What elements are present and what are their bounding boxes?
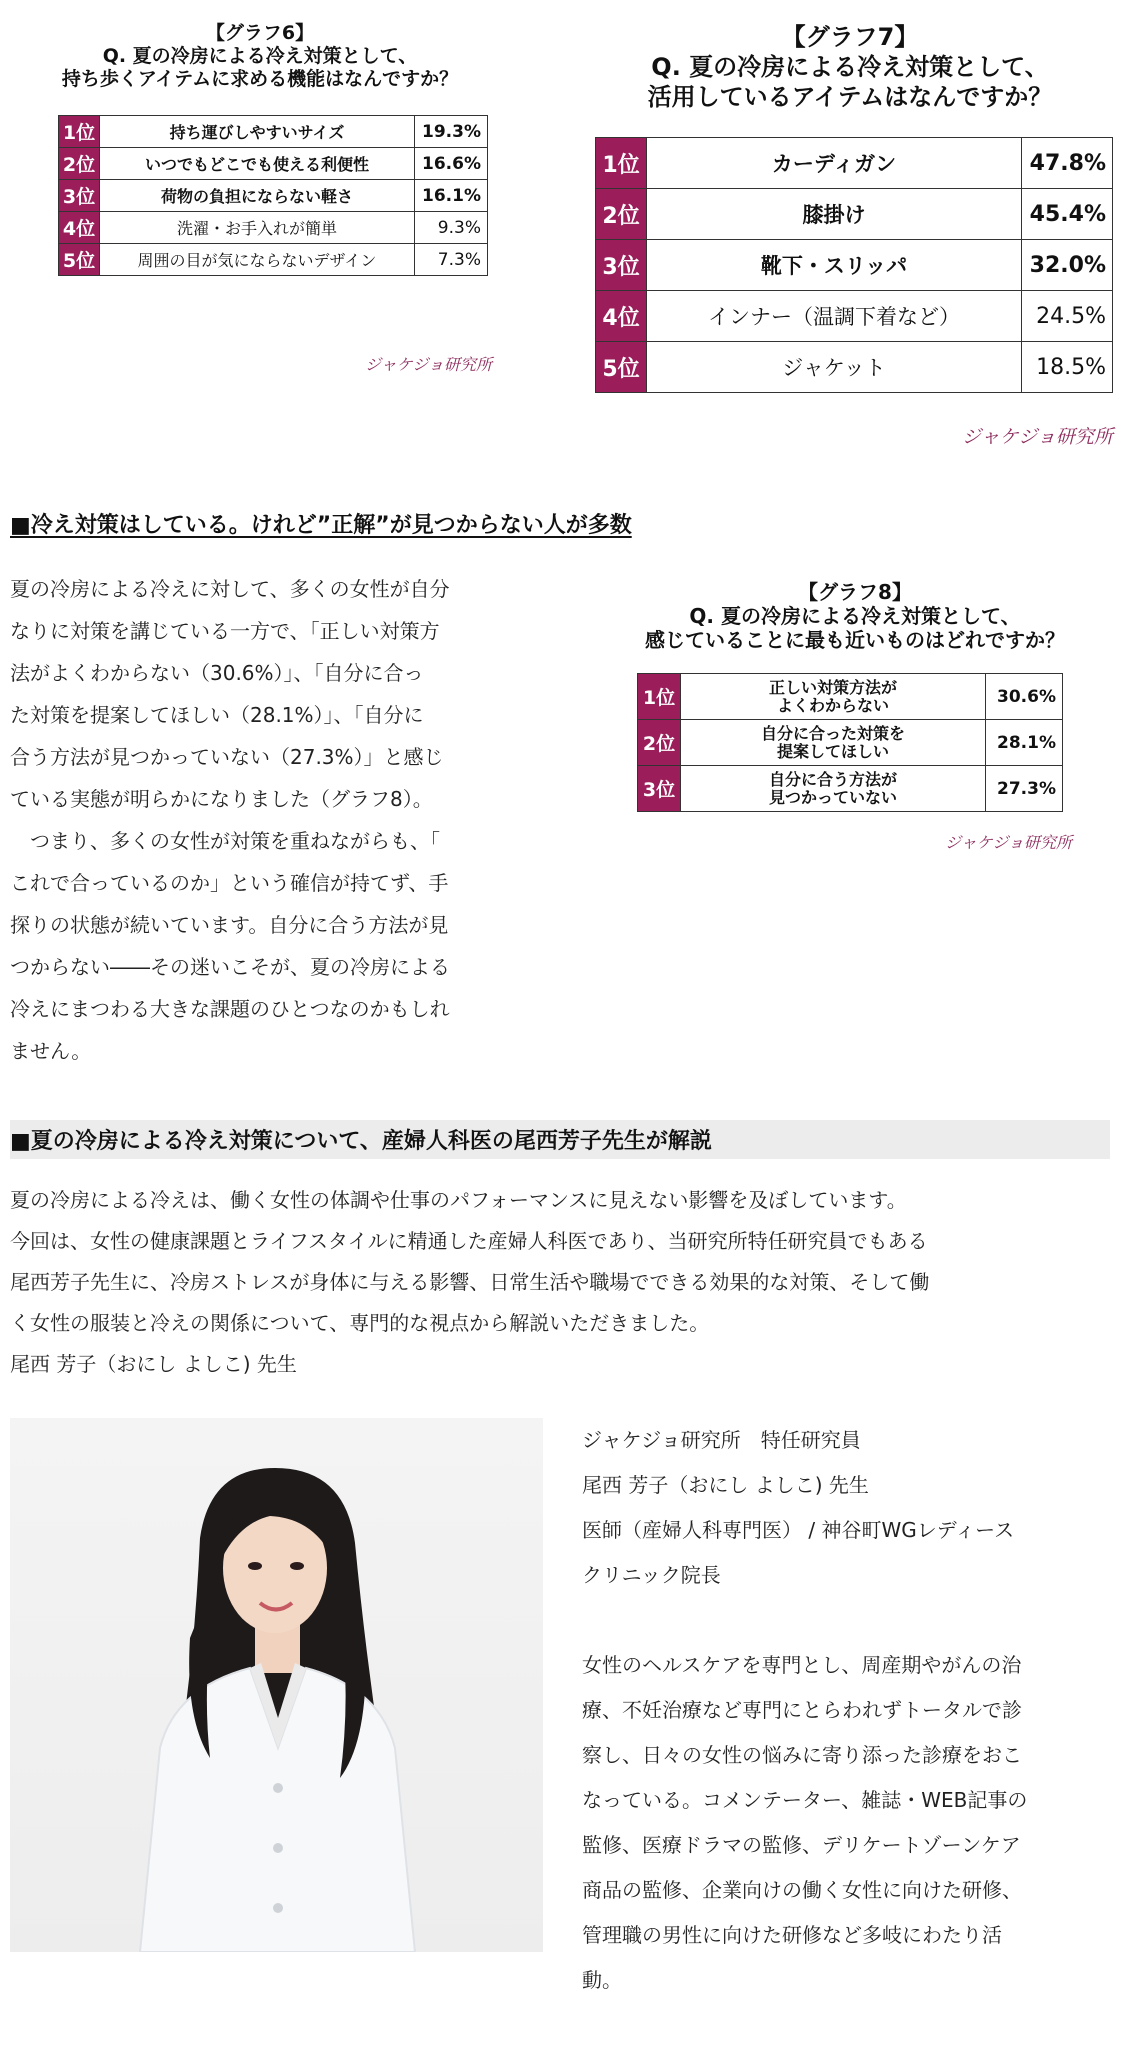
graph6-ranking (30, 22, 493, 374)
item-cell: カーディガン (647, 138, 1022, 189)
percent-cell: 19.3% (415, 116, 488, 148)
graph7-question-line1: Q. 夏の冷房による冷え対策として、 (651, 53, 1049, 81)
paragraph-line: 尾西芳子先生に、冷房ストレスが身体に与える影響、日常生活や職場でできる効果的な対策、そして働 (10, 1270, 930, 1294)
table-row (596, 138, 1113, 189)
paragraph-line: く女性の服装と冷えの関係について、専門的な視点から解説いただきました。 (10, 1311, 710, 1335)
table-row (638, 674, 1063, 720)
graph8-label: 【グラフ8】 (798, 580, 912, 604)
bio-position-line1: 医師（産婦人科専門医） / 神谷町WGレディース (582, 1518, 1015, 1542)
graph7-ranking (580, 22, 1120, 448)
bio-position-line2: クリニック院長 (582, 1563, 721, 1587)
table-row (596, 342, 1113, 393)
paragraph-line: 今回は、女性の健康課題とライフスタイルに精通した産婦人科医であり、当研究所特任研究員でもある (10, 1229, 928, 1253)
jakejo-logo (962, 422, 1113, 449)
item-cell: いつでもどこでも使える利便性 (100, 148, 415, 180)
paragraph-line: 探りの状態が続いています。自分に合う方法が見 (10, 913, 449, 937)
rank-cell: 2位 (596, 189, 647, 240)
rank-cell: 1位 (59, 116, 100, 148)
paragraph-line: これで合っているのか」という確信が持てず、手 (10, 871, 449, 895)
graph6-question-line1: Q. 夏の冷房による冷え対策として、 (102, 45, 418, 67)
percent-cell: 24.5% (1022, 291, 1113, 342)
bio-line: 察し、日々の女性の悩みに寄り添った診療をおこ (582, 1743, 1022, 1767)
graph8-ranking (595, 580, 1115, 852)
table-row (638, 766, 1063, 812)
jakejo-logo (945, 830, 1072, 853)
paragraph-line: 夏の冷房による冷えに対して、多くの女性が自分 (10, 577, 450, 601)
rank-cell: 5位 (596, 342, 647, 393)
bio-line: なっている。コメンテーター、雑誌・WEB記事の (582, 1788, 1028, 1812)
item-cell: 持ち運びしやすいサイズ (100, 116, 415, 148)
graph8-table (637, 673, 1063, 812)
table-row (596, 240, 1113, 291)
rank-cell: 2位 (638, 720, 681, 766)
bio-line: 療、不妊治療など専門にとらわれずトータルで診 (582, 1698, 1022, 1722)
percent-cell: 18.5% (1022, 342, 1113, 393)
item-line: 自分に合う方法が (768, 769, 897, 789)
item-line: 見つかっていない (768, 787, 897, 807)
rank-cell: 2位 (59, 148, 100, 180)
item-line: 提案してほしい (776, 741, 889, 761)
jakejo-logo (365, 352, 492, 375)
graph7-table (595, 137, 1113, 393)
doctor-portrait-illustration (10, 1418, 543, 1952)
paragraph-line: 冷えにまつわる大きな課題のひとつなのかもしれ (10, 997, 450, 1021)
percent-cell: 16.1% (415, 180, 488, 212)
item-cell: 周囲の目が気にならないデザイン (100, 244, 415, 276)
table-row (638, 720, 1063, 766)
table-row (59, 212, 488, 244)
section1-heading: ■冷え対策はしている。けれど”正解”が見つからない人が多数 (10, 513, 632, 538)
percent-cell: 27.3% (986, 766, 1063, 812)
table-row (59, 148, 488, 180)
item-cell: ジャケット (647, 342, 1022, 393)
bio-line: 女性のヘルスケアを専門とし、周産期やがんの治 (582, 1653, 1022, 1677)
logo-text: ジャケジョ研究所 (962, 426, 1113, 448)
paragraph-line: なりに対策を講じている一方で、「正しい対策方 (10, 619, 440, 643)
graph8-question-line1: Q. 夏の冷房による冷え対策として、 (689, 604, 1021, 628)
bio-line: 動。 (582, 1968, 622, 1992)
paragraph-line: ません。 (10, 1039, 92, 1063)
graph7-question-line2: 活用しているアイテムはなんですか？ (647, 83, 1053, 111)
logo-text: ジャケジョ研究所 (365, 355, 493, 374)
bio-line: 監修、医療ドラマの監修、デリケートゾーンケア (582, 1833, 1021, 1857)
paragraph-line: つからない――その迷いこそが、夏の冷房による (10, 955, 450, 979)
doctor-photo (10, 1418, 543, 1952)
paragraph-line: 夏の冷房による冷えは、働く女性の体調や仕事のパフォーマンスに見えない影響を及ぼしています。 (10, 1188, 907, 1212)
section2-heading: ■夏の冷房による冷え対策について、産婦人科医の尾西芳子先生が解説 (10, 1120, 1110, 1159)
percent-cell: 9.3% (415, 212, 488, 244)
paragraph-line: た対策を提案してほしい（28.1%）」、「自分に (10, 703, 424, 727)
paragraph-line: 合う方法が見つかっていない（27.3%）」と感じ (10, 745, 444, 769)
rank-cell: 3位 (59, 180, 100, 212)
rank-cell: 4位 (59, 212, 100, 244)
percent-cell: 30.6% (986, 674, 1063, 720)
rank-cell: 1位 (596, 138, 647, 189)
graph6-label: 【グラフ6】 (205, 22, 315, 44)
bio-affiliation: ジャケジョ研究所 特任研究員 (582, 1428, 861, 1452)
paragraph-line: 法がよくわからない（30.6%）」、「自分に合っ (10, 661, 424, 685)
rank-cell: 4位 (596, 291, 647, 342)
table-row (59, 180, 488, 212)
graph7-label: 【グラフ7】 (781, 23, 919, 51)
rank-cell: 3位 (638, 766, 681, 812)
logo-text: ジャケジョ研究所 (945, 833, 1073, 852)
item-cell (681, 720, 986, 766)
rank-cell: 3位 (596, 240, 647, 291)
graph6-question-line2: 持ち歩くアイテムに求める機能はなんですか？ (61, 68, 459, 90)
doctor-bio (582, 1418, 1122, 2003)
item-cell: 荷物の負担にならない軽さ (100, 180, 415, 212)
paragraph-line (10, 820, 540, 862)
table-row (596, 189, 1113, 240)
percent-cell: 16.6% (415, 148, 488, 180)
section1-paragraph (10, 568, 540, 1072)
paragraph-line: ている実態が明らかになりました（グラフ8）。 (10, 787, 433, 811)
percent-cell: 47.8% (1022, 138, 1113, 189)
item-cell: インナー（温調下着など） (647, 291, 1022, 342)
bio-line: 商品の監修、企業向けの働く女性に向けた研修、 (582, 1878, 1022, 1902)
rank-cell: 1位 (638, 674, 681, 720)
table-row (59, 244, 488, 276)
graph6-table (58, 115, 488, 276)
item-cell: 膝掛け (647, 189, 1022, 240)
percent-cell: 45.4% (1022, 189, 1113, 240)
graph8-question-line2: 感じていることに最も近いものはどれですか？ (645, 628, 1065, 652)
bio-line: 管理職の男性に向けた研修など多岐にわたり活 (582, 1923, 1002, 1947)
item-line: 正しい対策方法が (768, 677, 897, 697)
item-line: 自分に合った対策を (760, 723, 905, 743)
item-cell: 靴下・スリッパ (647, 240, 1022, 291)
item-line: よくわからない (776, 695, 889, 715)
bio-name: 尾西 芳子（おにし よしこ) 先生 (582, 1473, 869, 1497)
item-cell (681, 674, 986, 720)
percent-cell: 32.0% (1022, 240, 1113, 291)
percent-cell: 28.1% (986, 720, 1063, 766)
percent-cell: 7.3% (415, 244, 488, 276)
rank-cell: 5位 (59, 244, 100, 276)
item-cell (681, 766, 986, 812)
item-cell: 洗濯・お手入れが簡単 (100, 212, 415, 244)
table-row (59, 116, 488, 148)
paragraph-line: 尾西 芳子（おにし よしこ) 先生 (10, 1352, 297, 1376)
table-row (596, 291, 1113, 342)
paragraph-line-text: つまり、多くの女性が対策を重ねながらも、「 (30, 829, 440, 853)
section2-paragraph (10, 1180, 1120, 1385)
